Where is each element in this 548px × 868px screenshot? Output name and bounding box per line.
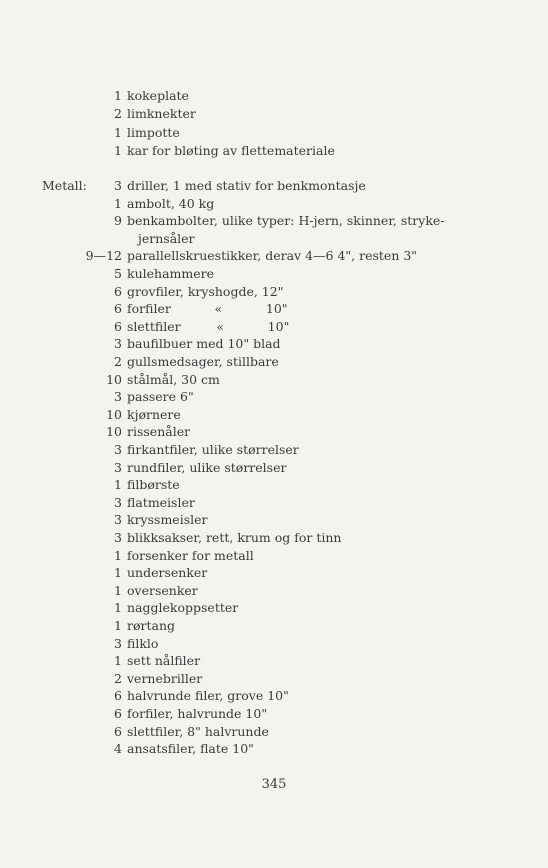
item-quantity: 10: [106, 406, 122, 422]
item-quantity: 3: [114, 178, 122, 193]
item-quantity: 2: [114, 106, 122, 122]
list-item: [0, 300, 548, 317]
item-quantity: 6: [114, 706, 122, 721]
list-item: [0, 406, 548, 423]
list-item: [0, 635, 548, 652]
item-description: ansatsfiler, flate 10": [127, 741, 254, 757]
list-item: [0, 142, 548, 159]
list-item: [0, 230, 548, 247]
item-quantity: 3: [114, 459, 122, 475]
item-quantity: 6: [114, 318, 122, 334]
list-item: [0, 353, 548, 370]
list-item: [0, 87, 548, 104]
item-description: filbørste: [127, 477, 180, 493]
item-description: baufilbuer med 10" blad: [127, 336, 281, 352]
item-description: gullsmedsager, stillbare: [127, 354, 279, 369]
item-quantity: 6: [114, 301, 122, 317]
list-item: [0, 212, 548, 229]
list-item: [0, 476, 548, 493]
item-quantity: 5: [114, 266, 122, 281]
item-description: rundfiler, ulike størrelser: [127, 459, 287, 475]
item-description: vernebriller: [127, 670, 203, 686]
list-item: [0, 124, 548, 141]
item-description: kulehammere: [127, 266, 214, 281]
item-description: ambolt, 40 kg: [127, 195, 215, 211]
item-quantity: 1: [114, 88, 122, 103]
item-quantity: 9—12: [85, 248, 122, 264]
list-item: [0, 494, 548, 511]
item-description: filklo: [127, 635, 159, 651]
item-quantity: 1: [114, 124, 122, 140]
list-item: [0, 687, 548, 704]
item-description: rørtang: [127, 618, 176, 633]
page-number: 345: [261, 777, 287, 792]
list-item: [0, 459, 548, 476]
item-quantity: 3: [114, 530, 122, 545]
list-item: [0, 599, 548, 616]
item-description: kokeplate: [127, 88, 189, 103]
item-description: undersenker: [127, 565, 208, 581]
item-description: passere 6": [127, 389, 194, 405]
list-item: [0, 705, 548, 722]
list-item: [0, 547, 548, 564]
list-item: [0, 335, 548, 352]
item-quantity: 1: [114, 565, 122, 581]
item-quantity: 1: [114, 618, 122, 633]
item-quantity: 2: [114, 354, 122, 369]
item-description: forfiler « 10": [127, 301, 288, 317]
item-description: slettfiler « 10": [127, 318, 290, 334]
list-item: [0, 740, 548, 757]
item-quantity: 3: [114, 389, 122, 405]
item-description: nagglekoppsetter: [127, 600, 239, 616]
item-description: oversenker: [127, 582, 198, 598]
list-item: [0, 582, 548, 599]
item-quantity: 10: [106, 424, 122, 440]
item-quantity: 3: [114, 635, 122, 651]
item-quantity: 1: [114, 195, 122, 211]
item-description: stålmål, 30 cm: [127, 371, 220, 387]
item-description: firkantfiler, ulike størrelser: [127, 442, 299, 457]
item-quantity: 3: [114, 442, 122, 457]
item-description: halvrunde filer, grove 10": [127, 688, 289, 704]
item-description: benkambolter, ulike typer: H-jern, skinner, stryke-: [127, 213, 445, 229]
list-item: [0, 247, 548, 264]
list-item: [0, 529, 548, 546]
item-quantity: 3: [114, 494, 122, 510]
list-item: [0, 511, 548, 528]
item-description: kjørnere: [127, 406, 181, 422]
list-item: [0, 423, 548, 440]
item-quantity: 4: [114, 741, 122, 757]
item-description: rissenåler: [127, 424, 191, 440]
item-quantity: 1: [114, 477, 122, 493]
list-item: [0, 265, 548, 282]
item-quantity: 6: [114, 723, 122, 739]
item-description: kryssmeisler: [127, 512, 208, 528]
item-quantity: 1: [114, 582, 122, 598]
list-item: [0, 617, 548, 634]
list-item: [0, 195, 548, 212]
item-description: driller, 1 med stativ for benkmontasje: [127, 178, 366, 193]
item-quantity: 10: [106, 371, 122, 387]
item-description: slettfiler, 8" halvrunde: [127, 723, 269, 739]
item-quantity: 1: [114, 142, 122, 158]
list-item: [0, 564, 548, 581]
list-item: [0, 441, 548, 458]
list-item: [0, 723, 548, 740]
list-item: [0, 670, 548, 687]
list-item: [0, 283, 548, 300]
item-quantity: 3: [114, 512, 122, 528]
item-quantity: 6: [114, 283, 122, 299]
item-description: limknekter: [127, 106, 196, 122]
item-description: limpotte: [127, 124, 180, 140]
list-item: [0, 177, 548, 194]
list-item: [0, 318, 548, 335]
item-quantity: 1: [114, 653, 122, 669]
item-description: blikksakser, rett, krum og for tinn: [127, 530, 342, 545]
item-quantity: 2: [114, 670, 122, 686]
item-description: parallellskruestikker, derav 4—6 4", resten 3": [127, 248, 418, 264]
item-description: flatmeisler: [127, 494, 195, 510]
item-description: kar for bløting av flettemateriale: [127, 142, 335, 158]
item-quantity: 3: [114, 336, 122, 352]
list-item: [0, 371, 548, 388]
list-item: [0, 388, 548, 405]
item-description: grovfiler, kryshogde, 12": [127, 283, 284, 299]
list-item: [0, 652, 548, 669]
item-description: forsenker for metall: [127, 547, 254, 563]
section-label-metall: Metall:: [42, 178, 87, 193]
list-item: [0, 105, 548, 122]
item-description: jernsåler: [138, 230, 195, 246]
item-quantity: 9: [114, 213, 122, 229]
item-description: sett nålfiler: [127, 653, 201, 669]
item-description: forfiler, halvrunde 10": [127, 706, 268, 721]
item-quantity: 6: [114, 688, 122, 704]
item-quantity: 1: [114, 600, 122, 616]
item-quantity: 1: [114, 547, 122, 563]
